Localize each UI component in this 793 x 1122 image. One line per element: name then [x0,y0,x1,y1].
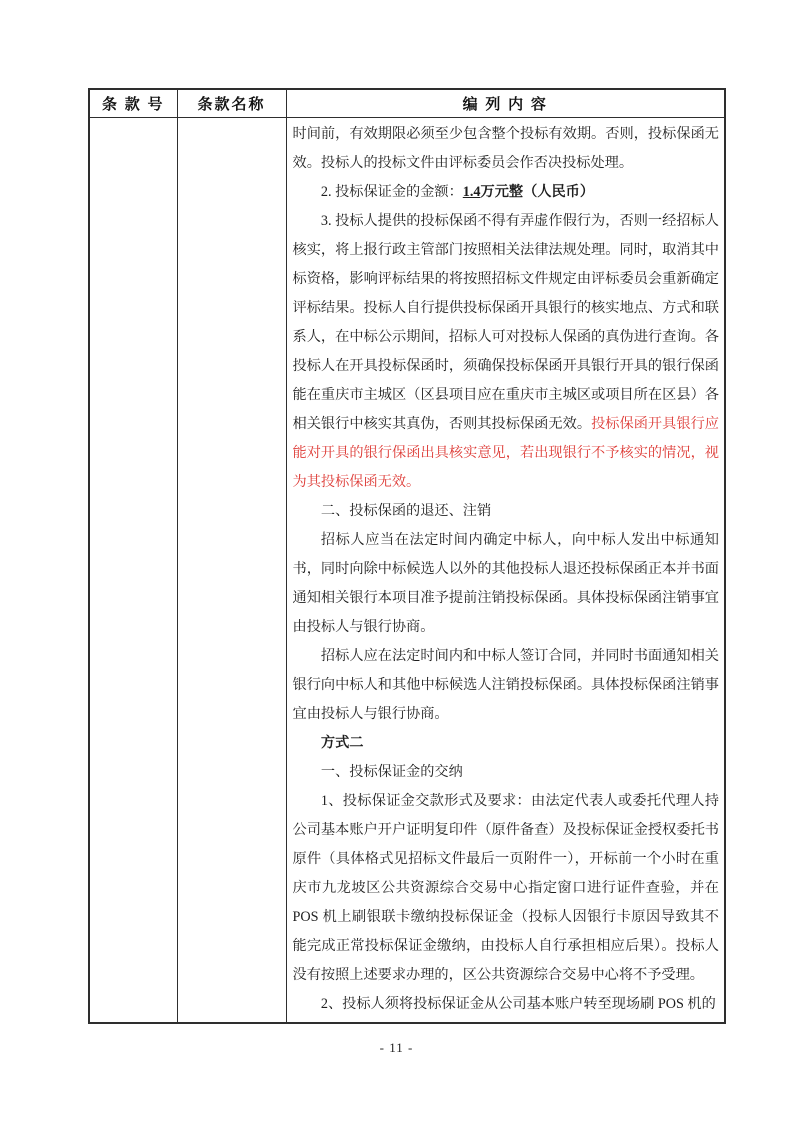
text-run: 二、投标保函的退还、注销 [320,503,492,519]
text-run: 2. 投标保证金的金额： [320,184,463,200]
text-run: 2、投标人须将投标保证金从公司基本账户转至现场刷 POS 机的 [320,996,716,1012]
clause-number-cell [89,118,177,1024]
clause-table [88,88,726,1024]
paragraph [293,758,720,787]
paragraph [293,642,720,729]
paragraph [293,990,720,1019]
paragraph [293,207,720,497]
col-header-clause-number: 条 款 号 [89,89,177,118]
text-run: 3. 投标人提供的投标保函不得有弄虚作假行为，否则一经招标人核实，将上报行政主管部门按照相关法律法规处理。同时，取消其中标资格，影响评标结果的将按照招标文件规定由评标委员会重新确定评标结果。投标人自行提供投标保函开具银行的核实地点、方式和联系人，在中标公示期间，招标人可对投标人保函的真伪进行查询。各投标人在开具投标保函时，须确保投标保函开具银行开具的银行保函能在重庆市主城区（区县项目应在重庆市主城区或项目所在区县）各相关银行中核实其真伪，否则其投标保函无效。 [292,213,719,432]
col-header-clause-name: 条款名称 [177,89,286,118]
content-paragraphs [287,118,725,1022]
header-row [89,89,725,118]
col-header-content: 编 列 内 容 [286,89,725,118]
bold-text: 方式二 [320,735,364,751]
text-run: 招标人应在法定时间内和中标人签订合同，并同时书面通知相关银行向中标人和其他中标候选人注销投标保函。具体投标保函注销事宜由投标人与银行协商。 [292,648,719,722]
clause-content-cell [286,118,725,1024]
table-row [89,118,725,1024]
bold-text: 万元整（人民币） [480,184,595,200]
text-run: 一、投标保证金的交纳 [320,764,463,780]
paragraph [293,787,720,990]
text-run: 1、投标保证金交款形式及要求：由法定代表人或委托代理人持公司基本账户开户证明复印件（原件备查）及投标保证金授权委托书原件（具体格式见招标文件最后一页附件一），开标前一个小时在重庆市九龙坡区公共资源综合交易中心指定窗口进行证件查验，并在 POS 机上刷银联卡缴纳投标保证金（投标人因银行卡原因导致其不能完成正常投标保证金缴纳，由投标人自行承担相应后果）。投标人没有按照上述要求办理的，区公共资源综合交易中心将不予受理。 [292,793,719,983]
clause-name-cell [177,118,286,1024]
red-emphasis-text: 投标保函开具银行应能对开具的银行保函出具核实意见，若出现银行不予核实的情况，视为其投标保函无效。 [292,416,719,490]
paragraph [293,729,720,758]
paragraph [293,526,720,642]
paragraph [293,178,720,207]
paragraph [293,497,720,526]
text-run: 时间前，有效期限必须至少包含整个投标有效期。否则，投标保函无效。投标人的投标文件由评标委员会作否决投标处理。 [292,126,719,171]
paragraph [293,120,720,178]
bold-text: 1.4 [462,184,481,200]
page-number: - 11 - [379,1040,414,1055]
text-run: 招标人应当在法定时间内确定中标人，向中标人发出中标通知书，同时向除中标候选人以外的其他投标人退还投标保函正本并书面通知相关银行本项目准予提前注销投标保函。具体投标保函注销事宜由投标人与银行协商。 [292,532,719,635]
